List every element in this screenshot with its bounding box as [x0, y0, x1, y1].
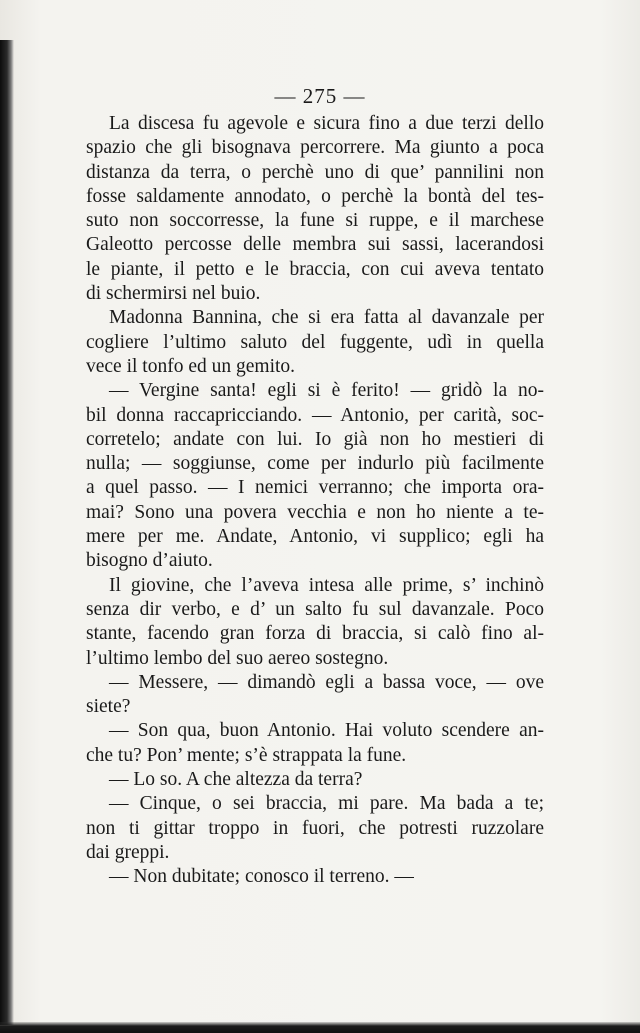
text-line: bisogno d’aiuto. — [86, 550, 213, 572]
text-line: nulla; — soggiunse, come per indurlo più facilmente — [86, 453, 544, 475]
text-line: le piante, il petto e le braccia, con cui aveva tentato — [86, 258, 544, 280]
text-line: stante, facendo gran forza di braccia, si calò fino al- — [86, 623, 544, 645]
text-line: di schermirsi nel buio. — [86, 283, 261, 305]
text-line: senza dir verbo, e d’ un salto fu sul davanzale. Poco — [86, 598, 544, 620]
text-line: — Lo so. A che altezza da terra? — [109, 769, 363, 791]
text-line: che tu? Pon’ mente; s’è strappata la fune. — [86, 744, 407, 766]
text-line: dai greppi. — [86, 841, 170, 863]
text-line: spazio che gli bisognava percorrere. Ma giunto a poca — [86, 137, 544, 159]
text-line: vece il tonfo ed un gemito. — [86, 355, 296, 377]
text-line: cogliere l’ultimo saluto del fuggente, udì in quella — [86, 331, 544, 353]
book-binding-edge — [0, 40, 14, 1025]
page-number: — 275 — — [274, 84, 366, 108]
text-line: suto non soccorresse, la fune si ruppe, e il marchese — [86, 210, 544, 232]
page-bottom-edge — [0, 1022, 640, 1033]
text-line: — Messere, — dimandò egli a bassa voce, — ove — [109, 671, 544, 693]
text-line: — Non dubitate; conosco il terreno. — — [109, 866, 414, 888]
text-line: non ti gittar troppo in fuori, che potresti ruzzolare — [86, 817, 544, 839]
text-line: l’ultimo lembo del suo aereo sostegno. — [86, 647, 389, 669]
text-line: — Son qua, buon Antonio. Hai voluto scendere an- — [109, 720, 544, 742]
text-line: mai? Sono una povera vecchia e non ho niente a te- — [86, 501, 544, 523]
body-text — [86, 112, 544, 890]
text-line: — Cinque, o sei braccia, mi pare. Ma bada a te; — [109, 793, 544, 815]
text-line: Il giovine, che l’aveva intesa alle prime, s’ inchinò — [109, 574, 544, 596]
text-line: — Vergine santa! egli si è ferito! — gridò la no- — [109, 380, 544, 402]
text-line: Galeotto percosse delle membra sui sassi, lacerandosi — [86, 234, 544, 256]
text-line: siete? — [86, 696, 131, 718]
text-line: bil donna raccapricciando. — Antonio, per carità, soc- — [86, 404, 544, 426]
text-line: La discesa fu agevole e sicura fino a due terzi dello — [109, 113, 544, 134]
text-line: Madonna Bannina, che si era fatta al davanzale per — [109, 307, 544, 329]
text-line: corretelo; andate con lui. Io già non ho mestieri di — [86, 428, 544, 450]
text-line: mere per me. Andate, Antonio, vi supplico; egli ha — [86, 526, 544, 548]
text-line: a quel passo. — I nemici verranno; che importa ora- — [86, 477, 544, 499]
text-line: distanza da terra, o perchè uno di que’ pannilini non — [86, 161, 544, 183]
text-line: fosse saldamente annodato, o perchè la bontà del tes- — [86, 185, 544, 207]
